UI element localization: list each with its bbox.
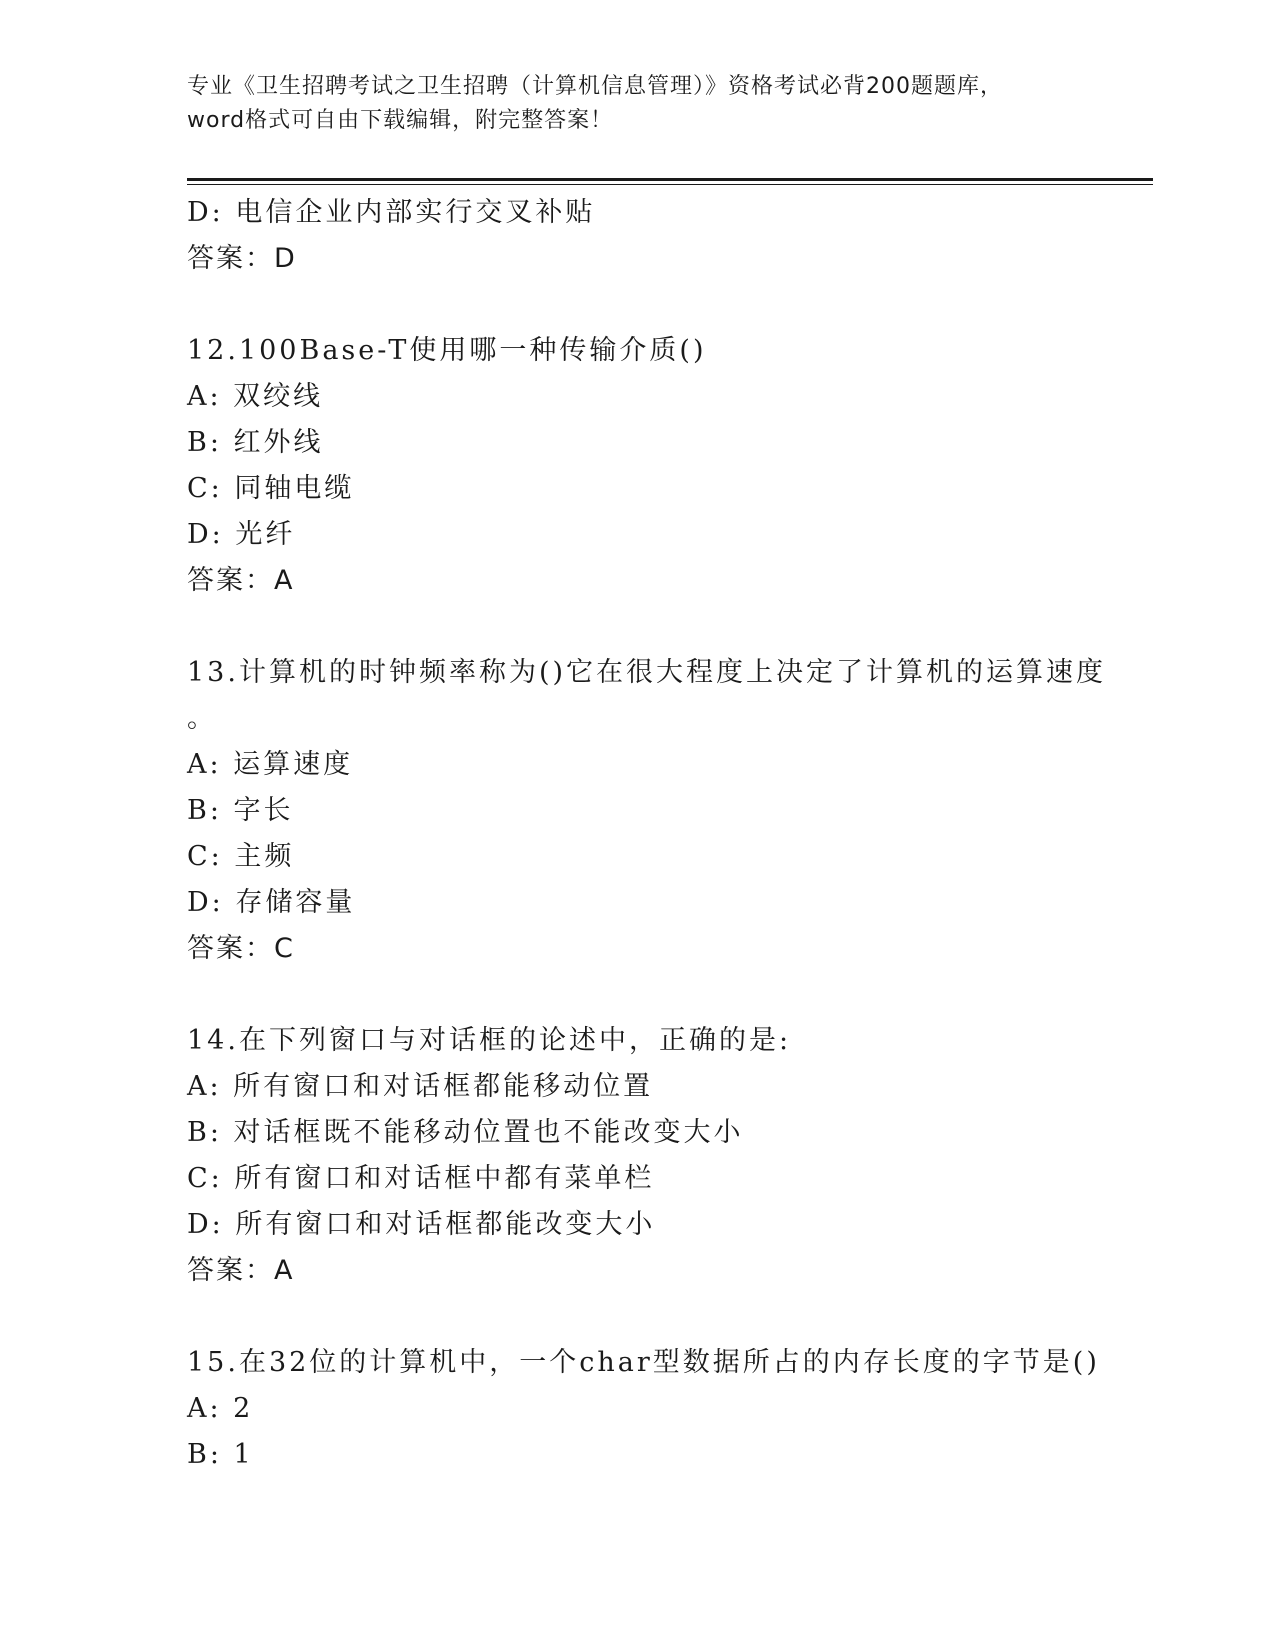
option-b: B: 字长 — [187, 795, 294, 826]
spacer — [187, 1294, 1087, 1340]
spacer — [187, 282, 1087, 328]
document-header — [187, 70, 1087, 138]
option-b: B: 1 — [187, 1439, 254, 1470]
option-b: B: 红外线 — [187, 427, 324, 458]
option-d: D: 光纤 — [187, 519, 296, 550]
header-divider-thin — [187, 184, 1153, 185]
option-d: D: 存储容量 — [187, 887, 356, 918]
question-12 — [187, 328, 1087, 604]
answer-line: 答案：A — [187, 565, 295, 596]
option-c: C: 同轴电缆 — [187, 473, 355, 504]
question-stem: 14.在下列窗口与对话框的论述中，正确的是: — [187, 1025, 792, 1056]
question-stem: 12.100Base-T使用哪一种传输介质() — [187, 335, 707, 366]
spacer — [187, 972, 1087, 1018]
header-divider-thick — [187, 178, 1153, 181]
option-a: A: 所有窗口和对话框都能移动位置 — [187, 1071, 654, 1102]
option-c: C: 所有窗口和对话框中都有菜单栏 — [187, 1163, 655, 1194]
question-11-tail — [187, 190, 1087, 282]
option-b: B: 对话框既不能移动位置也不能改变大小 — [187, 1117, 744, 1148]
option-c: C: 主频 — [187, 841, 295, 872]
header-title-line-1: 专业《卫生招聘考试之卫生招聘（计算机信息管理）》资格考试必背200题题库， — [187, 74, 1003, 99]
question-stem-continuation: 。 — [187, 703, 217, 734]
question-14 — [187, 1018, 1087, 1294]
option-d: D: 电信企业内部实行交叉补贴 — [187, 197, 596, 228]
question-stem: 13.计算机的时钟频率称为()它在很大程度上决定了计算机的运算速度 — [187, 657, 1107, 688]
spacer — [187, 604, 1087, 650]
question-list — [187, 190, 1107, 1478]
question-13 — [187, 650, 1107, 972]
option-a: A: 2 — [187, 1393, 254, 1424]
option-a: A: 运算速度 — [187, 749, 354, 780]
option-d: D: 所有窗口和对话框都能改变大小 — [187, 1209, 656, 1240]
header-title-line-2: word格式可自由下载编辑，附完整答案！ — [187, 108, 614, 133]
answer-line: 答案：C — [187, 933, 295, 964]
answer-line: 答案：A — [187, 1255, 295, 1286]
answer-line: 答案：D — [187, 243, 297, 274]
question-stem: 15.在32位的计算机中，一个char型数据所占的内存长度的字节是() — [187, 1347, 1100, 1378]
option-a: A: 双绞线 — [187, 381, 324, 412]
question-15 — [187, 1340, 1100, 1478]
